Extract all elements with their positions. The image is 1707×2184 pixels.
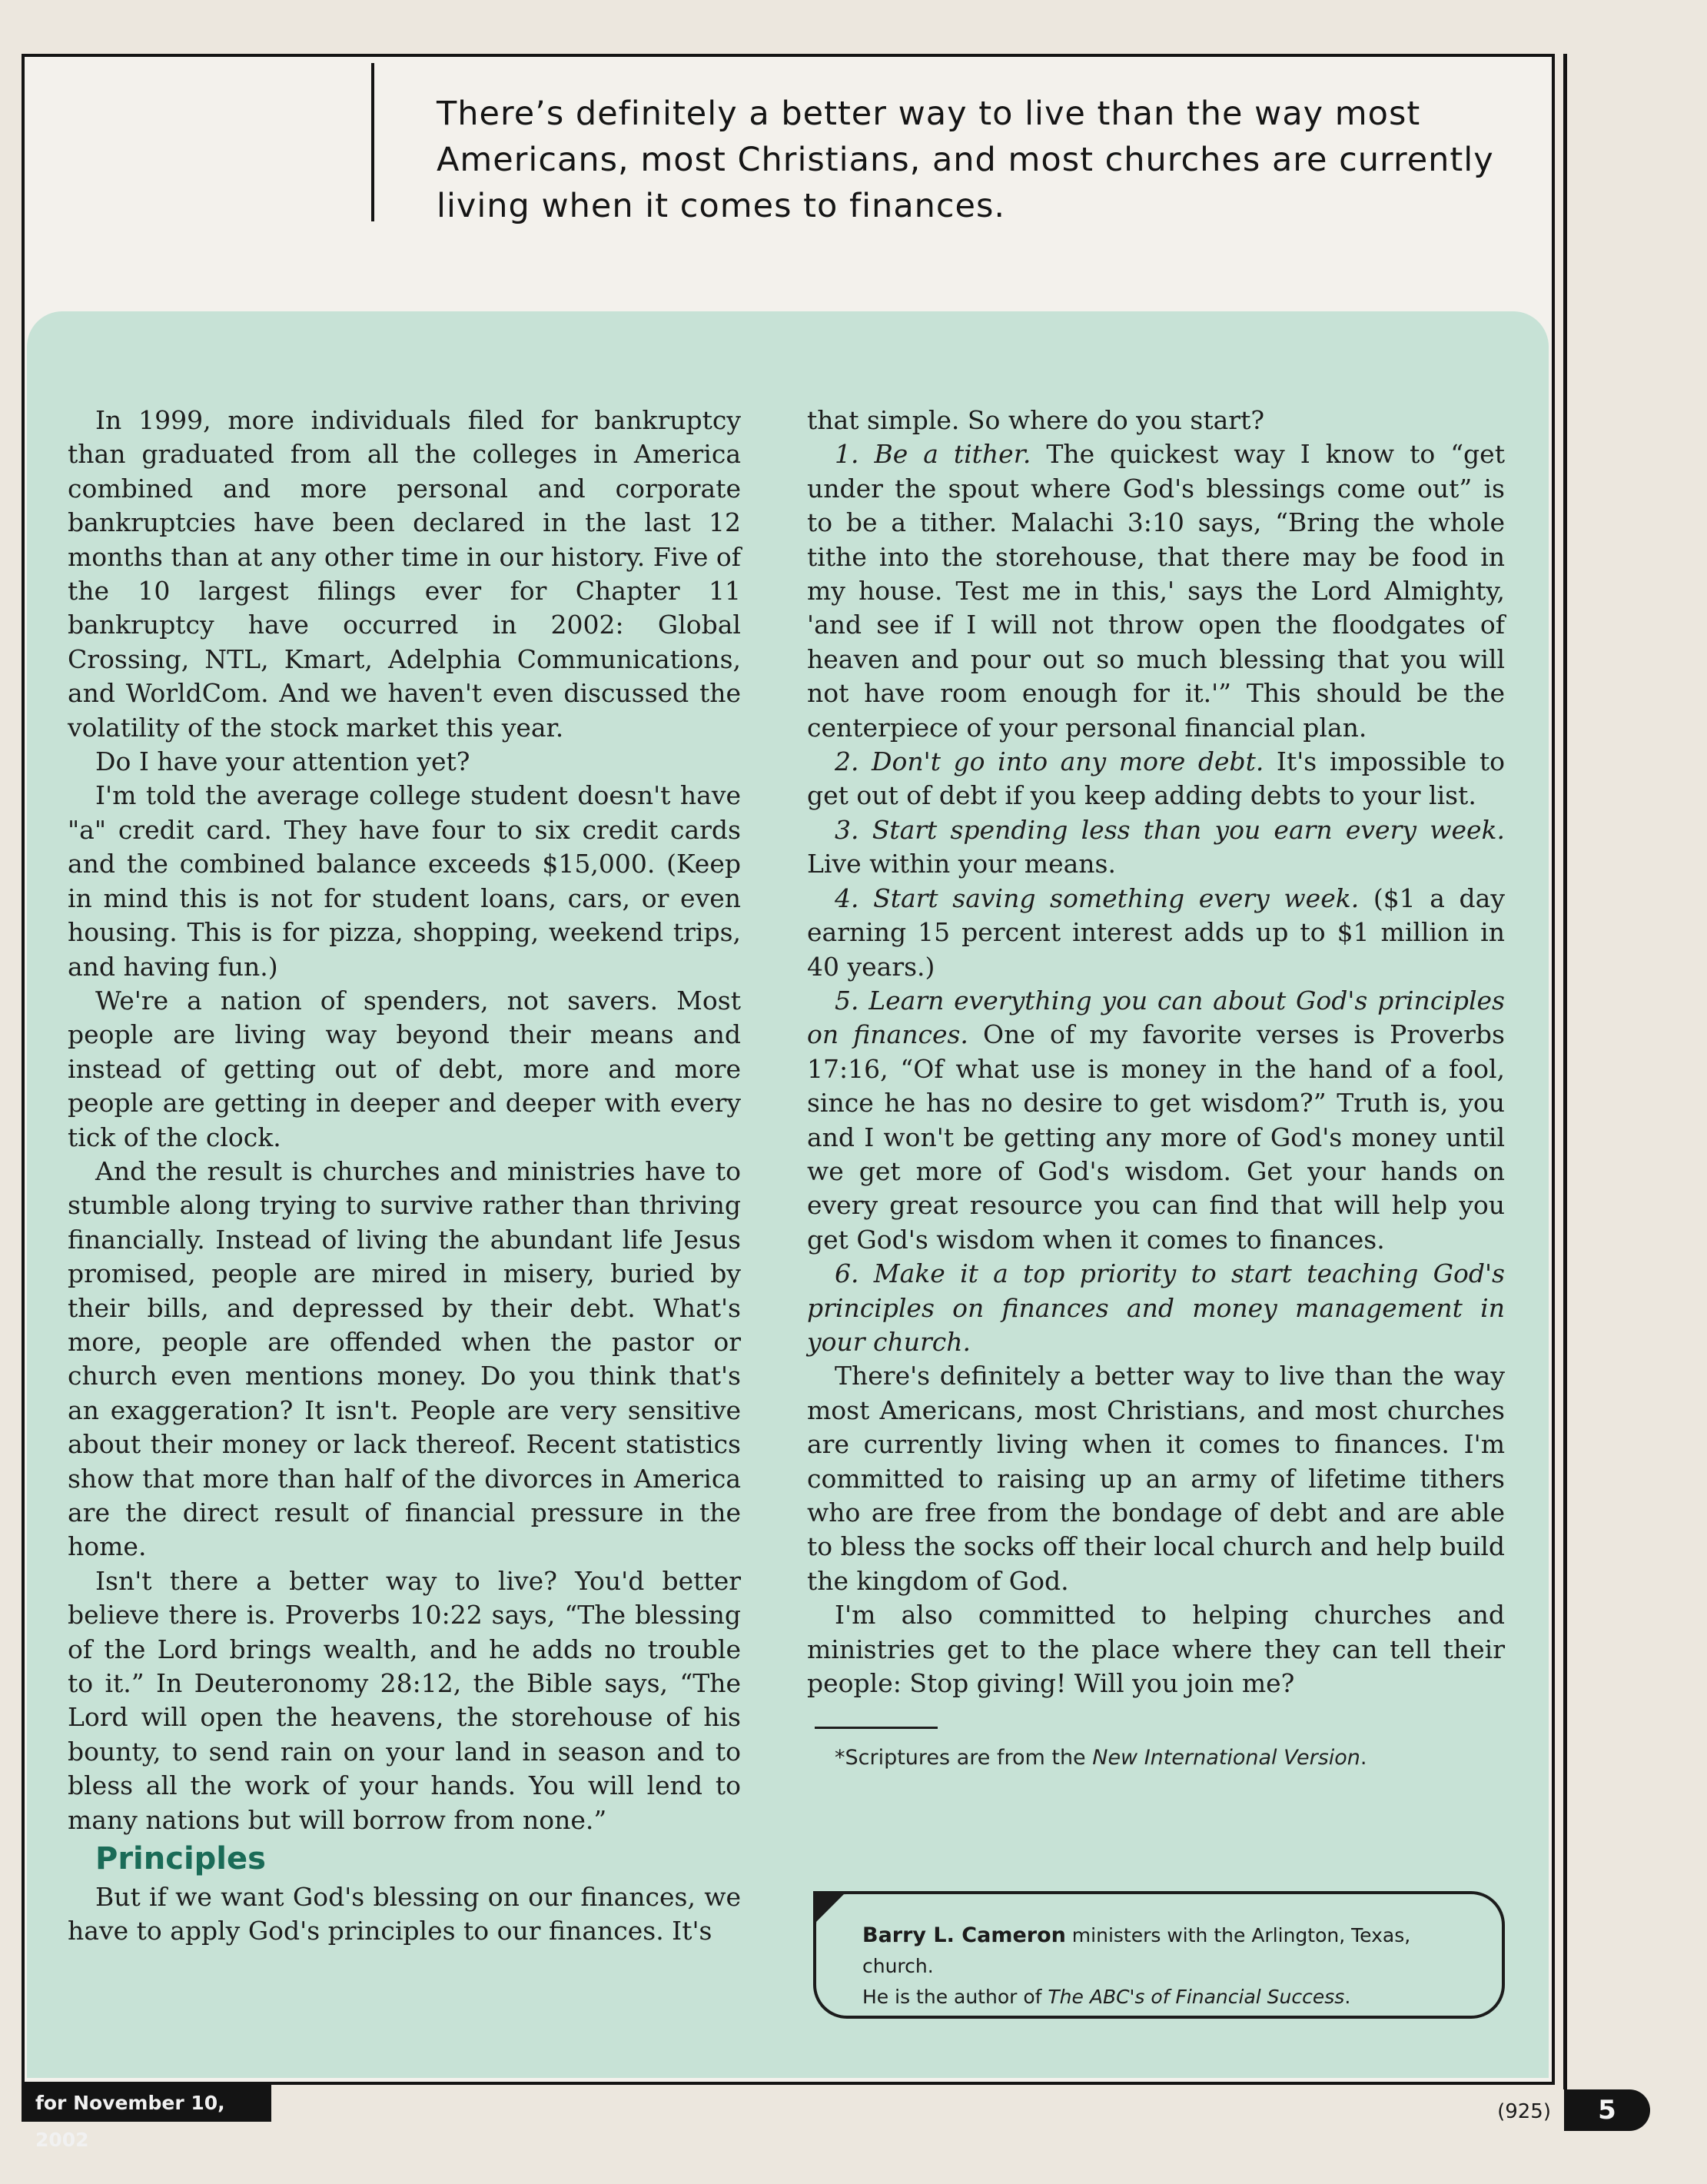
- principle-step: [807, 1257, 1505, 1359]
- footnote: *Scriptures are from the New International Version.: [835, 1746, 1367, 1770]
- article-paragraph: But if we want God's blessing on our finances, we have to apply God's principles to our finances. It's: [68, 1882, 741, 1946]
- principle-step-lead: 3. Start spending less than you earn every week.: [835, 814, 1505, 845]
- pull-quote-line: There’s definitely a better way to live than the way most: [437, 95, 1421, 133]
- article-paragraph: There's definitely a better way to live than the way most Americans, most Christians, and most churches are currently living when it comes to finances. I'm committed to raising up an army of lifetime tithers who are free from the bondage of debt and are able to bless the socks off their local church and help build the kingdom of God.: [807, 1361, 1505, 1596]
- principle-step: [807, 882, 1505, 984]
- article-paragraph: And the result is churches and ministries have to stumble along trying to survive rather than thriving financially. Instead of living the abundant life Jesus promised, people are mired in misery, buried by their bills, and depressed by their debt. What's more, people are offended when the pastor or church even mentions money. Do you think that's an exaggeration? It isn't. People are very sensitive about their money or lack thereof. Recent statistics show that more than half of the divorces in America are the direct result of financial pressure in the home.: [68, 1155, 741, 1562]
- article-right-column: [807, 404, 1505, 1773]
- article-left-column: [68, 404, 741, 1949]
- pull-quote: [437, 91, 1528, 229]
- book-title: The ABC's of Financial Success: [1048, 1986, 1345, 2008]
- author-name: Barry L. Cameron: [862, 1923, 1066, 1947]
- article-paragraph: In 1999, more individuals filed for bankruptcy than graduated from all the colleges in America combined and more personal and corporate bankruptcies have been declared in the last 12 months than at any other time in our history. Five of the 10 largest filings ever for Chapter 11 bankruptcy have occurred in 2002: Global Crossing, NTL, Kmart, Adelphia Communications, and WorldCom. And we haven't even discussed the volatility of the stock market this year.: [68, 405, 741, 743]
- article-paragraph: Isn't there a better way to live? You'd better believe there is. Proverbs 10:22 says, “The blessing of the Lord brings wealth, and he adds no trouble to it.” In Deuteronomy 28:12, the Bible says, “The Lord will open the heavens, the storehouse of his bounty, to send rain on your land in season and to bless all the work of your hands. You will lend to many nations but will borrow from none.”: [68, 1565, 741, 1835]
- principle-step-text: One of my favorite verses is Proverbs 17:16, “Of what use is money in the hand of a fool, since he has no desire to get wisdom?” Truth is, you and I won't be getting any more of God's money until we get more of God's wisdom. Get your hands on every great resource you can find that will help you get God's wisdom when it comes to finances.: [807, 1019, 1505, 1255]
- article-paragraph: We're a nation of spenders, not savers. Most people are living way beyond their means and instead of getting out of debt, more and more people are getting in deeper and deeper with every tick of the clock.: [68, 985, 741, 1152]
- pullquote-rule: [371, 63, 374, 221]
- page-number: 5: [1564, 2089, 1650, 2131]
- principle-step-lead: 6. Make it a top priority to start teaching God's principles on finances and money management in your church.: [807, 1258, 1505, 1357]
- issue-number: (925): [1497, 2100, 1551, 2123]
- principle-step: [807, 813, 1505, 882]
- principle-step-text: It's impossible to get out of debt if you keep adding debts to your list.: [807, 746, 1505, 811]
- principle-step-text: Live within your means.: [807, 849, 1116, 879]
- bio-corner-marker: [813, 1891, 847, 1925]
- footnote-rule: [815, 1727, 938, 1729]
- principle-step: [807, 437, 1505, 745]
- pull-quote-line: Americans, most Christians, and most churches are currently: [437, 141, 1494, 179]
- principle-step-lead: 5. Learn everything you can about God's principles on finances.: [807, 985, 1505, 1050]
- section-heading: Principles: [95, 1841, 266, 1877]
- principle-step: [807, 745, 1505, 813]
- article-paragraph: that simple. So where do you start?: [807, 405, 1265, 435]
- principle-step-lead: 4. Start saving something every week.: [835, 883, 1360, 913]
- author-bio-box: [813, 1891, 1505, 2019]
- article-paragraph: Do I have your attention yet?: [95, 746, 470, 777]
- principle-step: [807, 984, 1505, 1257]
- principle-step-lead: 2. Don't go into any more debt.: [835, 746, 1264, 777]
- article-paragraph: I'm told the average college student doesn't have "a" credit card. They have four to six credit cards and the combined balance exceeds $15,000. (Keep in mind this is not for student loans, cars, or even housing. This is for pizza, shopping, weekend trips, and having fun.): [68, 780, 741, 982]
- author-bio: Barry L. Cameron ministers with the Arlington, Texas, church. He is the author of The ABC's of Financial Success.: [862, 1923, 1411, 2008]
- principle-step-text: ($1 a day earning 15 percent interest adds up to $1 million in 40 years.): [807, 883, 1505, 982]
- principle-step-text: The quickest way I know to “get under the spout where God's blessings come out” is to be a tither. Malachi 3:10 says, “Bring the whole tithe into the storehouse, that there may be food in my house. Test me in this,' says the Lord Almighty, 'and see if I will not throw open the floodgates of heaven and pour out so much blessing that you will not have room enough for it.'” This should be the centerpiece of your personal financial plan.: [807, 439, 1505, 743]
- pull-quote-line: living when it comes to finances.: [437, 187, 1006, 225]
- principle-step-lead: 1. Be a tither.: [835, 439, 1031, 470]
- frame-right-edge: [1563, 54, 1567, 2089]
- footer-date-label: for November 10, 2002: [22, 2085, 271, 2122]
- article-paragraph: I'm also committed to helping churches and ministries get to the place where they can tell their people: Stop giving! Will you join me?: [807, 1600, 1505, 1699]
